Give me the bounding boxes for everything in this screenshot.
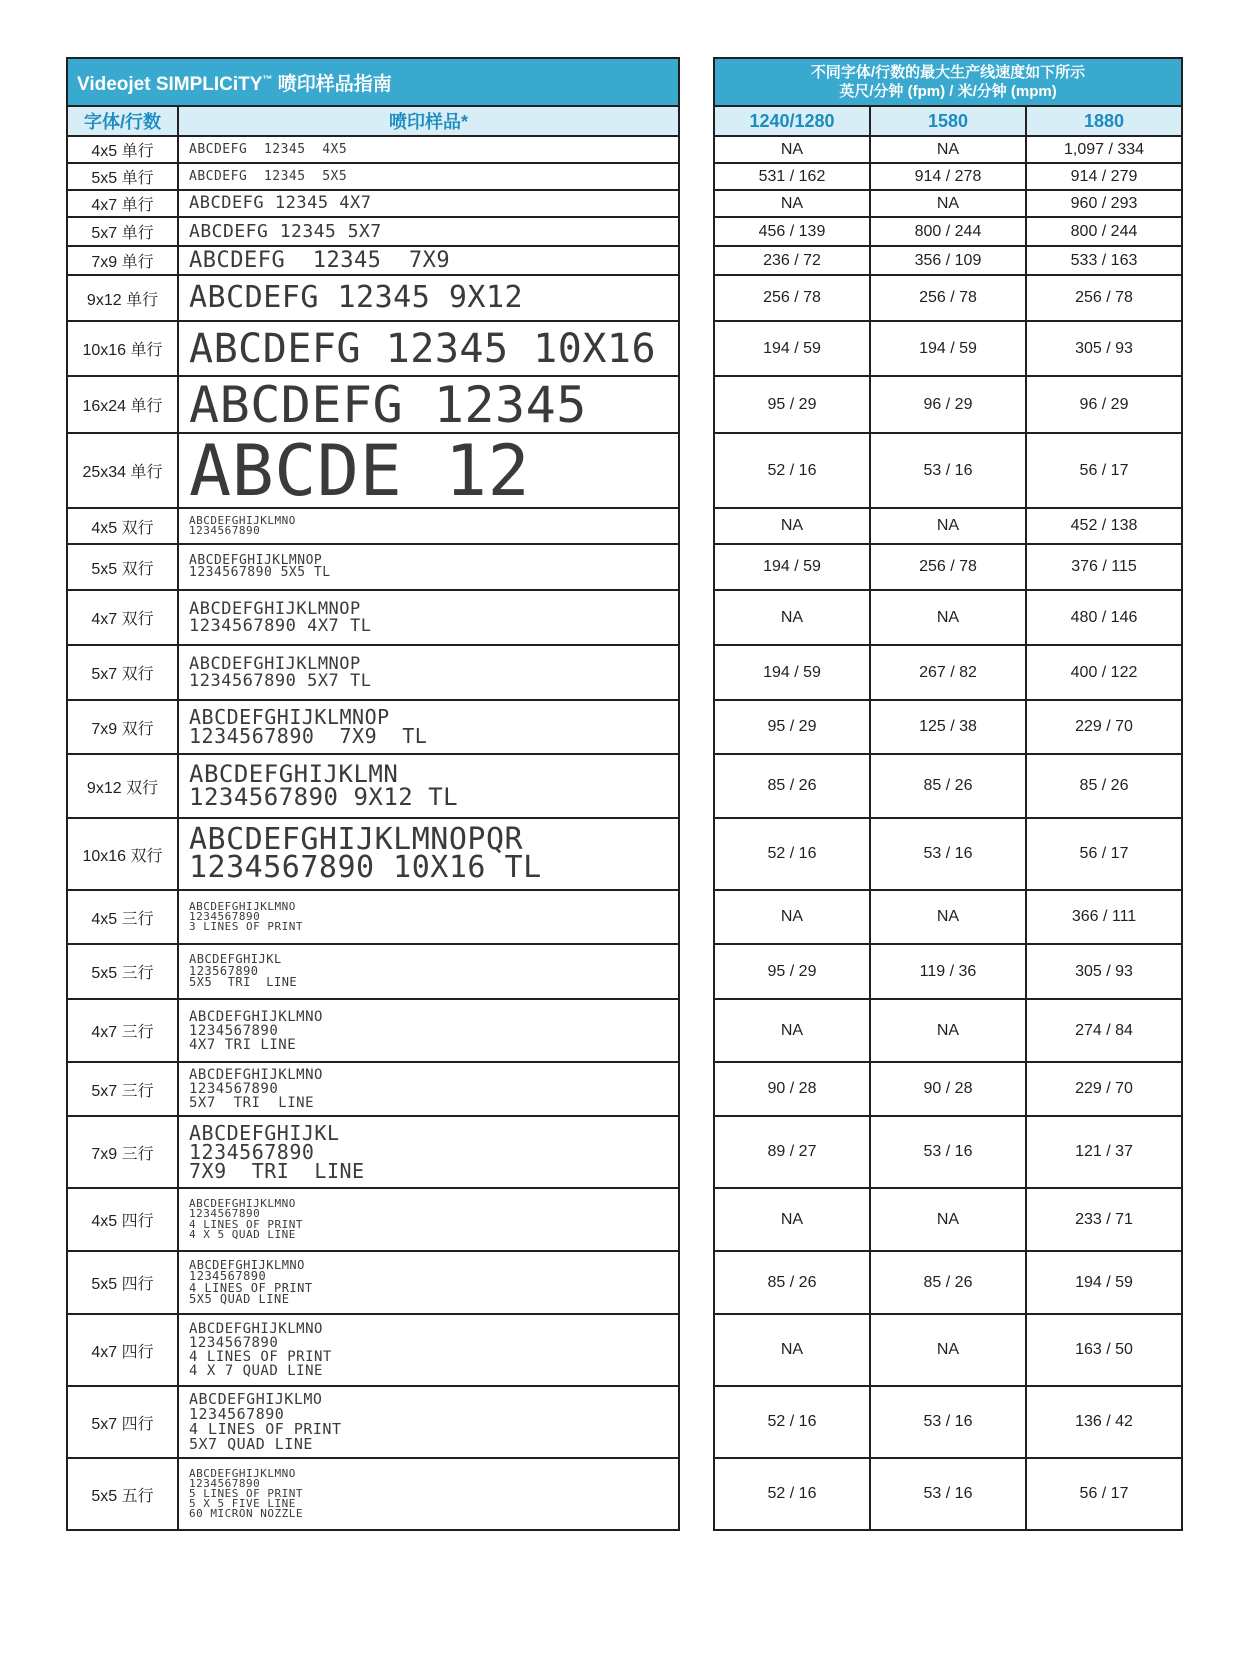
speed-1880: 256 / 78 bbox=[1026, 275, 1182, 321]
table-row bbox=[67, 508, 679, 544]
print-sample-line: 1234567890 5X5 TL bbox=[189, 565, 331, 580]
speed-table bbox=[713, 57, 1183, 1531]
table-row bbox=[67, 376, 679, 433]
table-row bbox=[714, 136, 1182, 163]
print-sample-line: 1234567890 5X7 TL bbox=[189, 670, 372, 691]
table-row bbox=[67, 1458, 679, 1530]
table-row bbox=[714, 217, 1182, 246]
guide-title-suffix: 喷印样品指南 bbox=[272, 73, 392, 95]
print-sample-line: 1234567890 bbox=[189, 1139, 315, 1164]
table-row bbox=[714, 645, 1182, 700]
speed-1880: 274 / 84 bbox=[1026, 999, 1182, 1062]
speed-1880: 56 / 17 bbox=[1026, 818, 1182, 890]
print-sample-line: 1234567890 bbox=[189, 1405, 285, 1423]
speed-1880: 1,097 / 334 bbox=[1026, 136, 1182, 163]
speed-1880: 96 / 29 bbox=[1026, 376, 1182, 433]
col-header-sample: 喷印样品* bbox=[178, 106, 679, 136]
table-row bbox=[67, 275, 679, 321]
speed-1580: NA bbox=[870, 590, 1026, 645]
print-sample-line: 1234567890 10X16 TL bbox=[189, 850, 542, 885]
table-row bbox=[67, 544, 679, 590]
print-sample-line: 5 X 5 FIVE LINE bbox=[189, 1496, 296, 1510]
speed-1580: 256 / 78 bbox=[870, 544, 1026, 590]
speed-1240: 256 / 78 bbox=[714, 275, 870, 321]
print-sample-line: 60 MICRON NOZZLE bbox=[189, 1506, 303, 1520]
print-sample-line: 1234567890 bbox=[189, 1269, 267, 1284]
speed-1240: 52 / 16 bbox=[714, 1386, 870, 1458]
speed-1580: NA bbox=[870, 190, 1026, 217]
print-sample-line: 1234567890 bbox=[189, 1335, 279, 1351]
font-line-label: 5x5 单行 bbox=[67, 163, 178, 190]
print-sample bbox=[178, 1386, 679, 1458]
print-sample bbox=[178, 1251, 679, 1314]
print-sample-line: 4 X 7 QUAD LINE bbox=[189, 1363, 323, 1379]
speed-1580: 256 / 78 bbox=[870, 275, 1026, 321]
table-row bbox=[67, 890, 679, 944]
font-line-label: 4x5 四行 bbox=[67, 1188, 178, 1251]
print-sample bbox=[178, 136, 679, 163]
print-sample-line: 1234567890 bbox=[189, 524, 261, 537]
speed-1240: 85 / 26 bbox=[714, 1251, 870, 1314]
col-header-font: 字体/行数 bbox=[67, 106, 178, 136]
font-line-label: 16x24 单行 bbox=[67, 376, 178, 433]
table-row bbox=[714, 376, 1182, 433]
speed-1580: 800 / 244 bbox=[870, 217, 1026, 246]
speed-1880: 376 / 115 bbox=[1026, 544, 1182, 590]
print-sample-line: 5X5 QUAD LINE bbox=[189, 1291, 290, 1306]
model-header-1880: 1880 bbox=[1026, 106, 1182, 136]
speed-1580: NA bbox=[870, 890, 1026, 944]
table-row bbox=[67, 1188, 679, 1251]
print-sample bbox=[178, 645, 679, 700]
table-row bbox=[714, 1386, 1182, 1458]
print-sample-line: 4X7 TRI LINE bbox=[189, 1036, 297, 1053]
trademark-mark: ™ bbox=[262, 74, 273, 86]
print-sample bbox=[178, 275, 679, 321]
print-sample-line: 4 LINES OF PRINT bbox=[189, 1349, 332, 1365]
speed-1880: 229 / 70 bbox=[1026, 700, 1182, 754]
font-line-label: 4x7 双行 bbox=[67, 590, 178, 645]
table-row bbox=[714, 1458, 1182, 1530]
speed-1580: 119 / 36 bbox=[870, 944, 1026, 999]
print-sample bbox=[178, 1062, 679, 1116]
font-line-label: 5x5 四行 bbox=[67, 1251, 178, 1314]
print-sample-line: ABCDEFG 12345 9X12 bbox=[189, 280, 524, 315]
speed-1880: 366 / 111 bbox=[1026, 890, 1182, 944]
font-line-label: 4x5 单行 bbox=[67, 136, 178, 163]
speed-1580: 85 / 26 bbox=[870, 754, 1026, 818]
table-row bbox=[67, 136, 679, 163]
speed-1580: 96 / 29 bbox=[870, 376, 1026, 433]
speed-1240: NA bbox=[714, 999, 870, 1062]
table-row bbox=[714, 1314, 1182, 1386]
print-sample-line: 7X9 TRI LINE bbox=[189, 1158, 365, 1183]
print-sample-line: 5 LINES OF PRINT bbox=[189, 1487, 303, 1501]
table-row bbox=[67, 999, 679, 1062]
font-line-label: 25x34 单行 bbox=[67, 433, 178, 508]
print-sample-line: ABCDEFGHIJKLMNO bbox=[189, 1467, 296, 1481]
font-line-label: 5x5 三行 bbox=[67, 944, 178, 999]
print-sample-line: ABCDEFG 12345 10X16 bbox=[189, 325, 657, 372]
speed-1880: 233 / 71 bbox=[1026, 1188, 1182, 1251]
print-sample-line: ABCDEFGHIJKLMNO bbox=[189, 514, 296, 528]
speed-1240: 456 / 139 bbox=[714, 217, 870, 246]
speed-1880: 452 / 138 bbox=[1026, 508, 1182, 544]
table-row bbox=[67, 1386, 679, 1458]
font-line-label: 4x5 三行 bbox=[67, 890, 178, 944]
speed-1240: 95 / 29 bbox=[714, 376, 870, 433]
print-sample-line: ABCDEFG 12345 4X7 bbox=[189, 193, 372, 213]
table-row bbox=[67, 163, 679, 190]
print-sample-line: 4 LINES OF PRINT bbox=[189, 1280, 313, 1295]
table-row bbox=[67, 1314, 679, 1386]
print-sample-line: 1234567890 bbox=[189, 1207, 261, 1221]
print-sample-line: ABCDEFGHIJKL bbox=[189, 952, 282, 967]
table-row bbox=[714, 321, 1182, 376]
table-row bbox=[67, 818, 679, 890]
print-sample-line: ABCDEFGHIJKLMO bbox=[189, 1390, 323, 1408]
table-row bbox=[714, 544, 1182, 590]
table-row bbox=[67, 190, 679, 217]
print-sample-line: ABCDEFGHIJKLMNOPQR bbox=[189, 821, 524, 857]
font-line-label: 4x5 双行 bbox=[67, 508, 178, 544]
print-sample-line: ABCDEFGHIJKLMNO bbox=[189, 900, 296, 914]
table-row bbox=[714, 190, 1182, 217]
table-row bbox=[67, 590, 679, 645]
print-sample bbox=[178, 190, 679, 217]
font-line-label: 9x12 双行 bbox=[67, 754, 178, 818]
speed-1240: 236 / 72 bbox=[714, 246, 870, 275]
speed-1240: NA bbox=[714, 590, 870, 645]
speed-1240: 89 / 27 bbox=[714, 1116, 870, 1188]
speed-1880: 960 / 293 bbox=[1026, 190, 1182, 217]
print-sample bbox=[178, 544, 679, 590]
speed-1580: 90 / 28 bbox=[870, 1062, 1026, 1116]
model-header-1240: 1240/1280 bbox=[714, 106, 870, 136]
speed-1240: 531 / 162 bbox=[714, 163, 870, 190]
speed-1880: 800 / 244 bbox=[1026, 217, 1182, 246]
print-sample-line: ABCDEFGHIJKLMNO bbox=[189, 1067, 323, 1083]
print-sample-line: ABCDEFGHIJKL bbox=[189, 1120, 340, 1145]
print-sample-line: ABCDEFGHIJKLMNO bbox=[189, 1196, 296, 1210]
print-sample-line: 4 X 5 QUAD LINE bbox=[189, 1227, 296, 1241]
print-sample-line: 1234567890 9X12 TL bbox=[189, 783, 459, 811]
table-row bbox=[714, 754, 1182, 818]
print-sample bbox=[178, 1314, 679, 1386]
table-row bbox=[714, 700, 1182, 754]
table-row bbox=[67, 1062, 679, 1116]
speed-1240: NA bbox=[714, 1314, 870, 1386]
speed-1240: NA bbox=[714, 190, 870, 217]
table-row bbox=[714, 944, 1182, 999]
speed-1880: 914 / 279 bbox=[1026, 163, 1182, 190]
speed-1880: 400 / 122 bbox=[1026, 645, 1182, 700]
table-row bbox=[67, 944, 679, 999]
print-sample-line: 1234567890 bbox=[189, 1081, 279, 1097]
table-row bbox=[714, 818, 1182, 890]
print-sample-line: 1234567890 4X7 TL bbox=[189, 615, 372, 636]
speed-1880: 56 / 17 bbox=[1026, 1458, 1182, 1530]
speed-1240: 194 / 59 bbox=[714, 321, 870, 376]
font-line-label: 7x9 单行 bbox=[67, 246, 178, 275]
speed-1580: 125 / 38 bbox=[870, 700, 1026, 754]
speed-1880: 533 / 163 bbox=[1026, 246, 1182, 275]
print-sample-line: ABCDEFGHIJKLMNO bbox=[189, 1257, 305, 1272]
print-sample-line: ABCDEFG 12345 5X7 bbox=[189, 220, 382, 242]
speed-1240: NA bbox=[714, 890, 870, 944]
speed-1240: 194 / 59 bbox=[714, 645, 870, 700]
print-sample-line: 1234567890 bbox=[189, 1477, 261, 1491]
print-sample-line: ABCDEFG 12345 bbox=[189, 376, 587, 433]
print-sample-line: ABCDEFGHIJKLMN bbox=[189, 760, 399, 789]
print-sample-line: 5X7 QUAD LINE bbox=[189, 1435, 313, 1453]
table-row bbox=[714, 163, 1182, 190]
print-sample bbox=[178, 700, 679, 754]
font-line-label: 4x7 单行 bbox=[67, 190, 178, 217]
speed-1580: 53 / 16 bbox=[870, 1116, 1026, 1188]
table-row bbox=[714, 1062, 1182, 1116]
speed-title-line2: 英尺/分钟 (fpm) / 米/分钟 (mpm) bbox=[839, 83, 1057, 100]
speed-1880: 194 / 59 bbox=[1026, 1251, 1182, 1314]
speed-1580: NA bbox=[870, 1314, 1026, 1386]
print-sample-line: 3 LINES OF PRINT bbox=[189, 919, 303, 933]
guide-title bbox=[67, 58, 679, 106]
speed-1580: 356 / 109 bbox=[870, 246, 1026, 275]
speed-1580: NA bbox=[870, 136, 1026, 163]
speed-1580: NA bbox=[870, 999, 1026, 1062]
print-sample-line: 4 LINES OF PRINT bbox=[189, 1420, 342, 1438]
print-sample-line: 1234567890 7X9 TL bbox=[189, 724, 428, 748]
print-sample bbox=[178, 818, 679, 890]
table-row bbox=[714, 590, 1182, 645]
font-line-label: 9x12 单行 bbox=[67, 275, 178, 321]
print-sample-line: ABCDEFGHIJKLMNO bbox=[189, 1321, 323, 1337]
speed-1580: NA bbox=[870, 508, 1026, 544]
table-row bbox=[714, 1251, 1182, 1314]
table-row bbox=[714, 433, 1182, 508]
table-row bbox=[67, 217, 679, 246]
print-sample-line: ABCDE 12 bbox=[189, 433, 531, 508]
speed-1880: 480 / 146 bbox=[1026, 590, 1182, 645]
print-sample-line: ABCDEFGHIJKLMNOP bbox=[189, 552, 323, 568]
speed-1240: NA bbox=[714, 508, 870, 544]
print-sample bbox=[178, 321, 679, 376]
speed-1880: 85 / 26 bbox=[1026, 754, 1182, 818]
speed-1240: NA bbox=[714, 136, 870, 163]
speed-1580: 194 / 59 bbox=[870, 321, 1026, 376]
sample-guide-table bbox=[66, 57, 680, 1531]
speed-1580: NA bbox=[870, 1188, 1026, 1251]
print-sample-line: ABCDEFG 12345 4X5 bbox=[189, 142, 348, 157]
table-row bbox=[67, 645, 679, 700]
font-line-label: 7x9 三行 bbox=[67, 1116, 178, 1188]
table-row bbox=[714, 890, 1182, 944]
speed-1580: 53 / 16 bbox=[870, 1458, 1026, 1530]
table-row bbox=[67, 433, 679, 508]
print-sample bbox=[178, 163, 679, 190]
table-row bbox=[67, 1116, 679, 1188]
table-row bbox=[714, 999, 1182, 1062]
font-line-label: 5x7 双行 bbox=[67, 645, 178, 700]
speed-1240: 194 / 59 bbox=[714, 544, 870, 590]
speed-1240: 52 / 16 bbox=[714, 1458, 870, 1530]
speed-1240: 95 / 29 bbox=[714, 700, 870, 754]
speed-1580: 85 / 26 bbox=[870, 1251, 1026, 1314]
speed-1240: 90 / 28 bbox=[714, 1062, 870, 1116]
print-sample bbox=[178, 1188, 679, 1251]
speed-1880: 163 / 50 bbox=[1026, 1314, 1182, 1386]
print-sample bbox=[178, 944, 679, 999]
table-row bbox=[714, 508, 1182, 544]
speed-1240: NA bbox=[714, 1188, 870, 1251]
speed-1240: 85 / 26 bbox=[714, 754, 870, 818]
model-header-1580: 1580 bbox=[870, 106, 1026, 136]
print-sample bbox=[178, 376, 679, 433]
font-line-label: 10x16 双行 bbox=[67, 818, 178, 890]
speed-1580: 914 / 278 bbox=[870, 163, 1026, 190]
speed-1880: 121 / 37 bbox=[1026, 1116, 1182, 1188]
speed-1880: 305 / 93 bbox=[1026, 944, 1182, 999]
print-sample bbox=[178, 508, 679, 544]
table-row bbox=[67, 1251, 679, 1314]
table-row bbox=[714, 1188, 1182, 1251]
print-sample bbox=[178, 433, 679, 508]
font-line-label: 5x7 单行 bbox=[67, 217, 178, 246]
print-sample-line: ABCDEFGHIJKLMNOP bbox=[189, 653, 361, 674]
print-sample-line: 5X7 TRI LINE bbox=[189, 1095, 315, 1111]
speed-1240: 52 / 16 bbox=[714, 818, 870, 890]
print-sample-line: ABCDEFGHIJKLMNO bbox=[189, 1008, 323, 1025]
guide-title-brand: Videojet SIMPLICiTY bbox=[77, 73, 263, 95]
print-sample-line: 1234567890 bbox=[189, 910, 261, 924]
speed-1580: 53 / 16 bbox=[870, 1386, 1026, 1458]
font-line-label: 4x7 四行 bbox=[67, 1314, 178, 1386]
speed-1240: 52 / 16 bbox=[714, 433, 870, 508]
print-sample bbox=[178, 1116, 679, 1188]
print-sample-line: 123567890 bbox=[189, 963, 259, 978]
speed-1580: 267 / 82 bbox=[870, 645, 1026, 700]
table-row bbox=[67, 700, 679, 754]
print-sample-line: ABCDEFGHIJKLMNOP bbox=[189, 705, 390, 729]
print-sample-line: ABCDEFG 12345 5X5 bbox=[189, 169, 348, 184]
speed-1580: 53 / 16 bbox=[870, 433, 1026, 508]
speed-title bbox=[714, 58, 1182, 106]
print-sample-line: 5X5 TRI LINE bbox=[189, 975, 298, 990]
speed-1880: 56 / 17 bbox=[1026, 433, 1182, 508]
print-sample-line: ABCDEFG 12345 7X9 bbox=[189, 247, 451, 273]
print-sample bbox=[178, 754, 679, 818]
print-sample-line: 4 LINES OF PRINT bbox=[189, 1217, 303, 1231]
speed-1880: 305 / 93 bbox=[1026, 321, 1182, 376]
print-sample-line: ABCDEFGHIJKLMNOP bbox=[189, 598, 361, 619]
print-sample bbox=[178, 1458, 679, 1530]
table-row bbox=[67, 754, 679, 818]
speed-1240: 95 / 29 bbox=[714, 944, 870, 999]
font-line-label: 10x16 单行 bbox=[67, 321, 178, 376]
font-line-label: 7x9 双行 bbox=[67, 700, 178, 754]
table-row bbox=[714, 275, 1182, 321]
print-sample-line: 1234567890 bbox=[189, 1022, 279, 1039]
print-sample bbox=[178, 999, 679, 1062]
font-line-label: 4x7 三行 bbox=[67, 999, 178, 1062]
table-row bbox=[714, 246, 1182, 275]
speed-title-line1: 不同字体/行数的最大生产线速度如下所示 bbox=[810, 64, 1086, 81]
print-sample bbox=[178, 890, 679, 944]
table-row bbox=[67, 321, 679, 376]
font-line-label: 5x7 四行 bbox=[67, 1386, 178, 1458]
font-line-label: 5x7 三行 bbox=[67, 1062, 178, 1116]
table-row bbox=[67, 246, 679, 275]
table-row bbox=[714, 1116, 1182, 1188]
print-sample bbox=[178, 246, 679, 275]
speed-1880: 136 / 42 bbox=[1026, 1386, 1182, 1458]
print-sample bbox=[178, 590, 679, 645]
speed-1580: 53 / 16 bbox=[870, 818, 1026, 890]
font-line-label: 5x5 双行 bbox=[67, 544, 178, 590]
speed-1880: 229 / 70 bbox=[1026, 1062, 1182, 1116]
print-sample bbox=[178, 217, 679, 246]
font-line-label: 5x5 五行 bbox=[67, 1458, 178, 1530]
